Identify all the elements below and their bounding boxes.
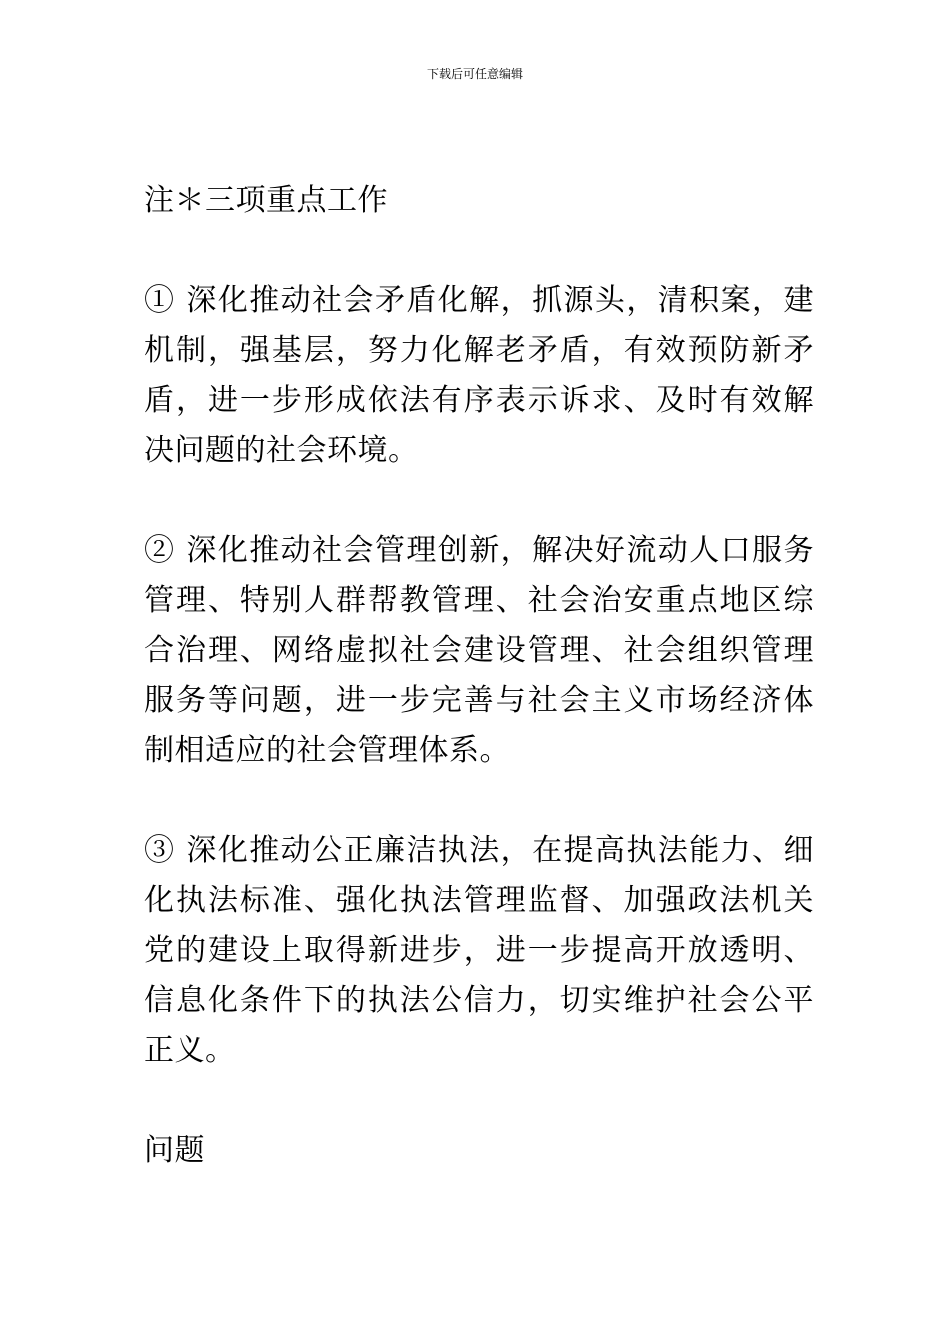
section-heading-issues: 问题: [144, 1133, 205, 1168]
section-title: 注＊三项重点工作: [144, 183, 388, 218]
paragraph-item-3: ③ 深化推动公正廉洁执法，在提高执法能力、细化执法标准、强化执法管理监督、加强政法机关党的建设上取得新进步，进一步提高开放透明、信息化条件下的执法公信力，切实维护社会公平正义。: [144, 833, 814, 1068]
paragraph-item-1: ① 深化推动社会矛盾化解，抓源头，清积案，建机制，强基层，努力化解老矛盾，有效预防新矛盾，进一步形成依法有序表示诉求、及时有效解决问题的社会环境。: [144, 283, 814, 468]
document-body: [144, 176, 814, 1176]
page-header-note: 下载后可任意编辑: [426, 67, 523, 81]
paragraph-item-2: ② 深化推动社会管理创新，解决好流动人口服务管理、特别人群帮教管理、社会治安重点地区综合治理、网络虚拟社会建设管理、社会组织管理服务等问题，进一步完善与社会主义市场经济体制相适应的社会管理体系。: [144, 533, 814, 768]
